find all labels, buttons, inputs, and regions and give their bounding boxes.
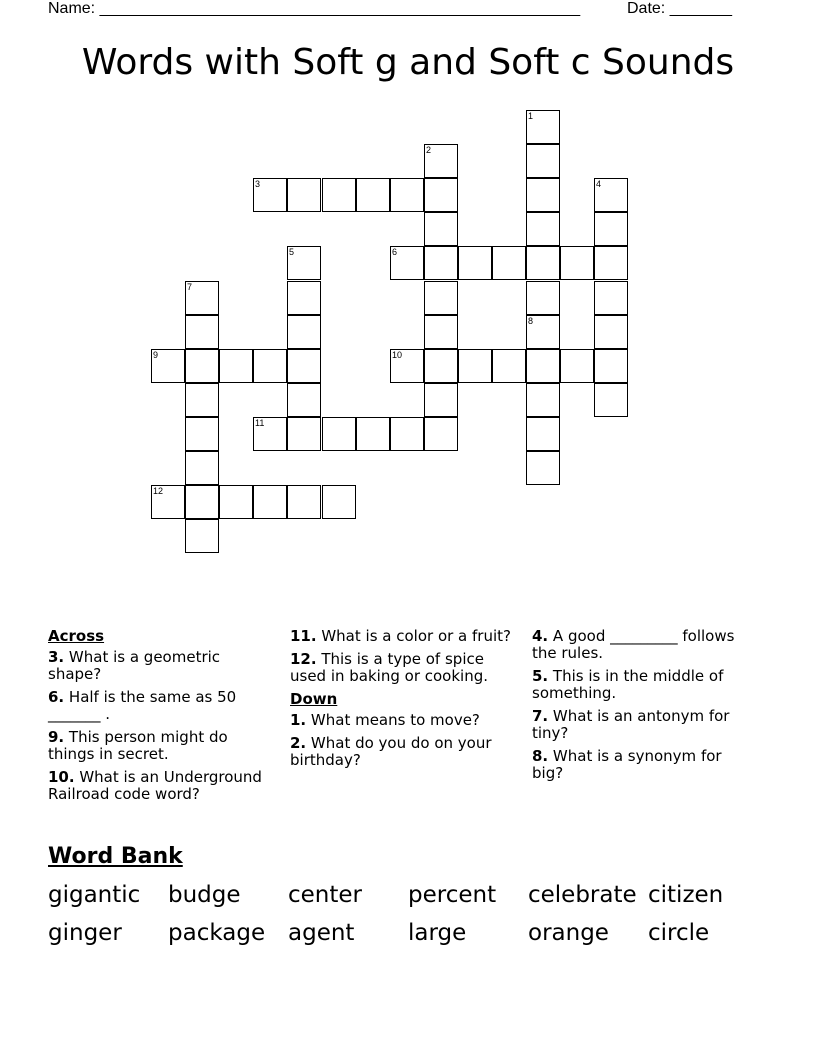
crossword-cell[interactable] [526,246,560,280]
clue-number: 4 [596,179,602,189]
crossword-cell[interactable] [424,417,458,451]
crossword-cell[interactable] [424,212,458,246]
crossword-cell[interactable] [526,383,560,417]
crossword-cell[interactable] [356,417,390,451]
clue-across-9: 9. This person might do things in secret. [48,728,228,763]
crossword-cell[interactable] [253,485,287,519]
crossword-cell[interactable] [594,349,628,383]
crossword-cell[interactable] [287,485,321,519]
clue-number: 1 [528,111,534,121]
clue-number: 6 [392,247,398,257]
down-heading: Down [290,690,338,708]
crossword-cell[interactable] [287,417,321,451]
clue-number: 11 [255,418,265,428]
clue-across-12: 12. This is a type of spice used in baking or cooking. [290,650,489,685]
word-bank-item: citizen [648,882,724,908]
crossword-cell[interactable] [594,281,628,315]
word-bank-item: gigantic [48,882,141,908]
word-bank-item: package [168,920,266,946]
clue-number: 12 [153,486,164,496]
crossword-cell[interactable] [356,178,390,212]
crossword-cell[interactable] [390,349,424,383]
crossword-cell[interactable] [253,417,287,451]
clue-number: 7 [187,282,193,292]
crossword-cell[interactable] [287,178,321,212]
word-bank-item: ginger [48,920,122,946]
crossword-cell[interactable] [151,349,185,383]
clue-across-10: 10. What is an Underground Railroad code word? [48,768,262,803]
clue-down-8: 8. What is a synonym for big? [532,747,722,782]
crossword-cell[interactable] [185,349,219,383]
crossword-cell[interactable] [526,451,560,485]
crossword-cell[interactable] [287,315,321,349]
crossword-cell[interactable] [424,246,458,280]
crossword-cell[interactable] [526,349,560,383]
crossword-cell[interactable] [526,110,560,144]
crossword-cell[interactable] [594,246,628,280]
crossword-cell[interactable] [526,178,560,212]
crossword-cell[interactable] [594,212,628,246]
clue-across-6: 6. Half is the same as 50 _______ . [48,688,237,723]
word-bank-item: large [408,920,467,946]
crossword-cell[interactable] [322,178,356,212]
crossword-cell[interactable] [390,417,424,451]
clue-down-1: 1. What means to move? [290,711,480,729]
clue-across-11: 11. What is a color or a fruit? [290,627,511,645]
word-bank-item: center [288,882,362,908]
crossword-cell[interactable] [594,383,628,417]
crossword-cell[interactable] [185,417,219,451]
crossword-cell[interactable] [492,246,526,280]
crossword-cell[interactable] [526,212,560,246]
crossword-cell[interactable] [219,485,253,519]
crossword-cell[interactable] [424,281,458,315]
crossword-cell[interactable] [560,349,594,383]
crossword-cell[interactable] [424,144,458,178]
clue-column-1 [48,628,273,809]
crossword-cell[interactable] [458,349,492,383]
word-bank-item: agent [288,920,355,946]
clue-column-2 [290,628,515,775]
clue-number: 3 [255,179,261,189]
crossword-cell[interactable] [287,349,321,383]
crossword-cell[interactable] [526,144,560,178]
crossword-cell[interactable] [185,519,219,553]
clue-column-3 [532,628,752,788]
clue-across-3: 3. What is a geometric shape? [48,648,221,683]
word-bank-item: celebrate [528,882,637,908]
word-bank-item: circle [648,920,710,946]
crossword-cell[interactable] [424,315,458,349]
clue-down-5: 5. This is in the middle of something. [532,667,724,702]
crossword-cell[interactable] [185,281,219,315]
across-heading: Across [48,627,105,645]
crossword-cell[interactable] [594,315,628,349]
clue-down-2: 2. What do you do on your birthday? [290,734,492,769]
crossword-cell[interactable] [526,281,560,315]
crossword-cell[interactable] [287,383,321,417]
crossword-cell[interactable] [424,349,458,383]
crossword-cell[interactable] [151,485,185,519]
crossword-cell[interactable] [458,246,492,280]
clue-down-7: 7. What is an antonym for tiny? [532,707,730,742]
clue-number: 10 [392,350,403,360]
crossword-cell[interactable] [185,315,219,349]
crossword-cell[interactable] [492,349,526,383]
crossword-cell[interactable] [322,485,356,519]
crossword-cell[interactable] [253,178,287,212]
crossword-cell[interactable] [185,383,219,417]
crossword-cell[interactable] [219,349,253,383]
crossword-cell[interactable] [560,246,594,280]
crossword-cell[interactable] [526,315,560,349]
crossword-cell[interactable] [185,485,219,519]
crossword-cell[interactable] [185,451,219,485]
word-bank-title: Word Bank [48,844,183,869]
name-line[interactable]: Name: ______________________________________________________ [48,0,581,17]
crossword-cell[interactable] [253,349,287,383]
clue-number: 9 [153,350,159,360]
crossword-cell[interactable] [287,281,321,315]
crossword-cell[interactable] [424,383,458,417]
clue-number: 2 [426,145,432,155]
crossword-cell[interactable] [390,246,424,280]
crossword-cell[interactable] [390,178,424,212]
crossword-cell[interactable] [287,246,321,280]
crossword-cell[interactable] [424,178,458,212]
clue-number: 8 [528,316,534,326]
date-line[interactable]: Date: _______ [627,0,732,17]
word-bank-item: budge [168,882,241,908]
crossword-cell[interactable] [526,417,560,451]
crossword-cell[interactable] [322,417,356,451]
crossword-cell[interactable] [594,178,628,212]
word-bank-item: percent [408,882,497,908]
clue-down-4: 4. A good _________ follows the rules. [532,627,735,662]
word-bank-item: orange [528,920,609,946]
page-title: Words with Soft g and Soft c Sounds [81,42,735,83]
clue-number: 5 [289,247,295,257]
